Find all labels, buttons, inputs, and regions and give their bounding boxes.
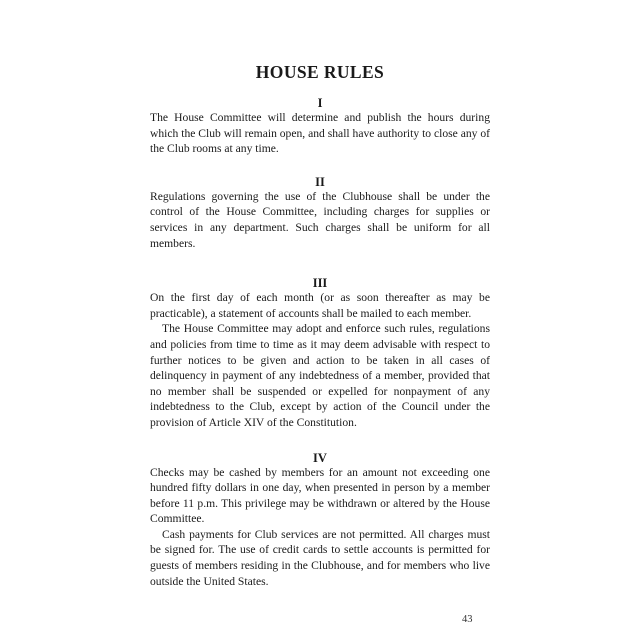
section-number: IV [313,450,327,465]
section-paragraph: On the first day of each month (or as soon thereafter as may be practicable), a statement of accounts shall be mailed to each member. [150,291,490,320]
section-paragraph: The House Committee may adopt and enforce such rules, regulations and policies from time to time as it may deem advisable with respect to further notices to be given and action to be taken in all cases of delinquency in payment of any indebtedness of a member, provided that no member shall be suspended or expelled for nonpayment of any indebtedness to the Club, except by action of the Council under the provision of Article XIV of the Constitution. [150,322,490,429]
section-number: III [312,276,328,291]
section-i [150,96,490,157]
section-number: I [317,96,323,110]
page-number: 43 [462,614,473,625]
section-paragraph: Checks may be cashed by members for an amount not exceeding one hundred fifty dollars in one day, when presented in person by a member before 11 p.m. This privilege may be withdrawn or altered by the House Committee. [150,465,490,526]
section-paragraph: The House Committee will determine and publish the hours during which the Club will remain open, and shall have authority to close any of the Club rooms at any time. [150,111,491,156]
section-paragraph: Cash payments for Club services are not permitted. All charges must be signed for. The use of credit cards to settle accounts is permitted for guests of members residing in the Clubhouse, and for members who live outside the United States. [150,527,490,588]
section-iv [150,451,490,590]
section-iii [150,276,490,430]
document-page [150,62,490,589]
section-ii [150,175,490,251]
section-paragraph: Regulations governing the use of the Clubhouse shall be under the control of the House Committee, including charges for supplies or services in any department. Such charges shall be uniform for all members. [150,189,490,250]
page-title: HOUSE RULES [255,62,385,82]
section-number: II [315,174,325,189]
